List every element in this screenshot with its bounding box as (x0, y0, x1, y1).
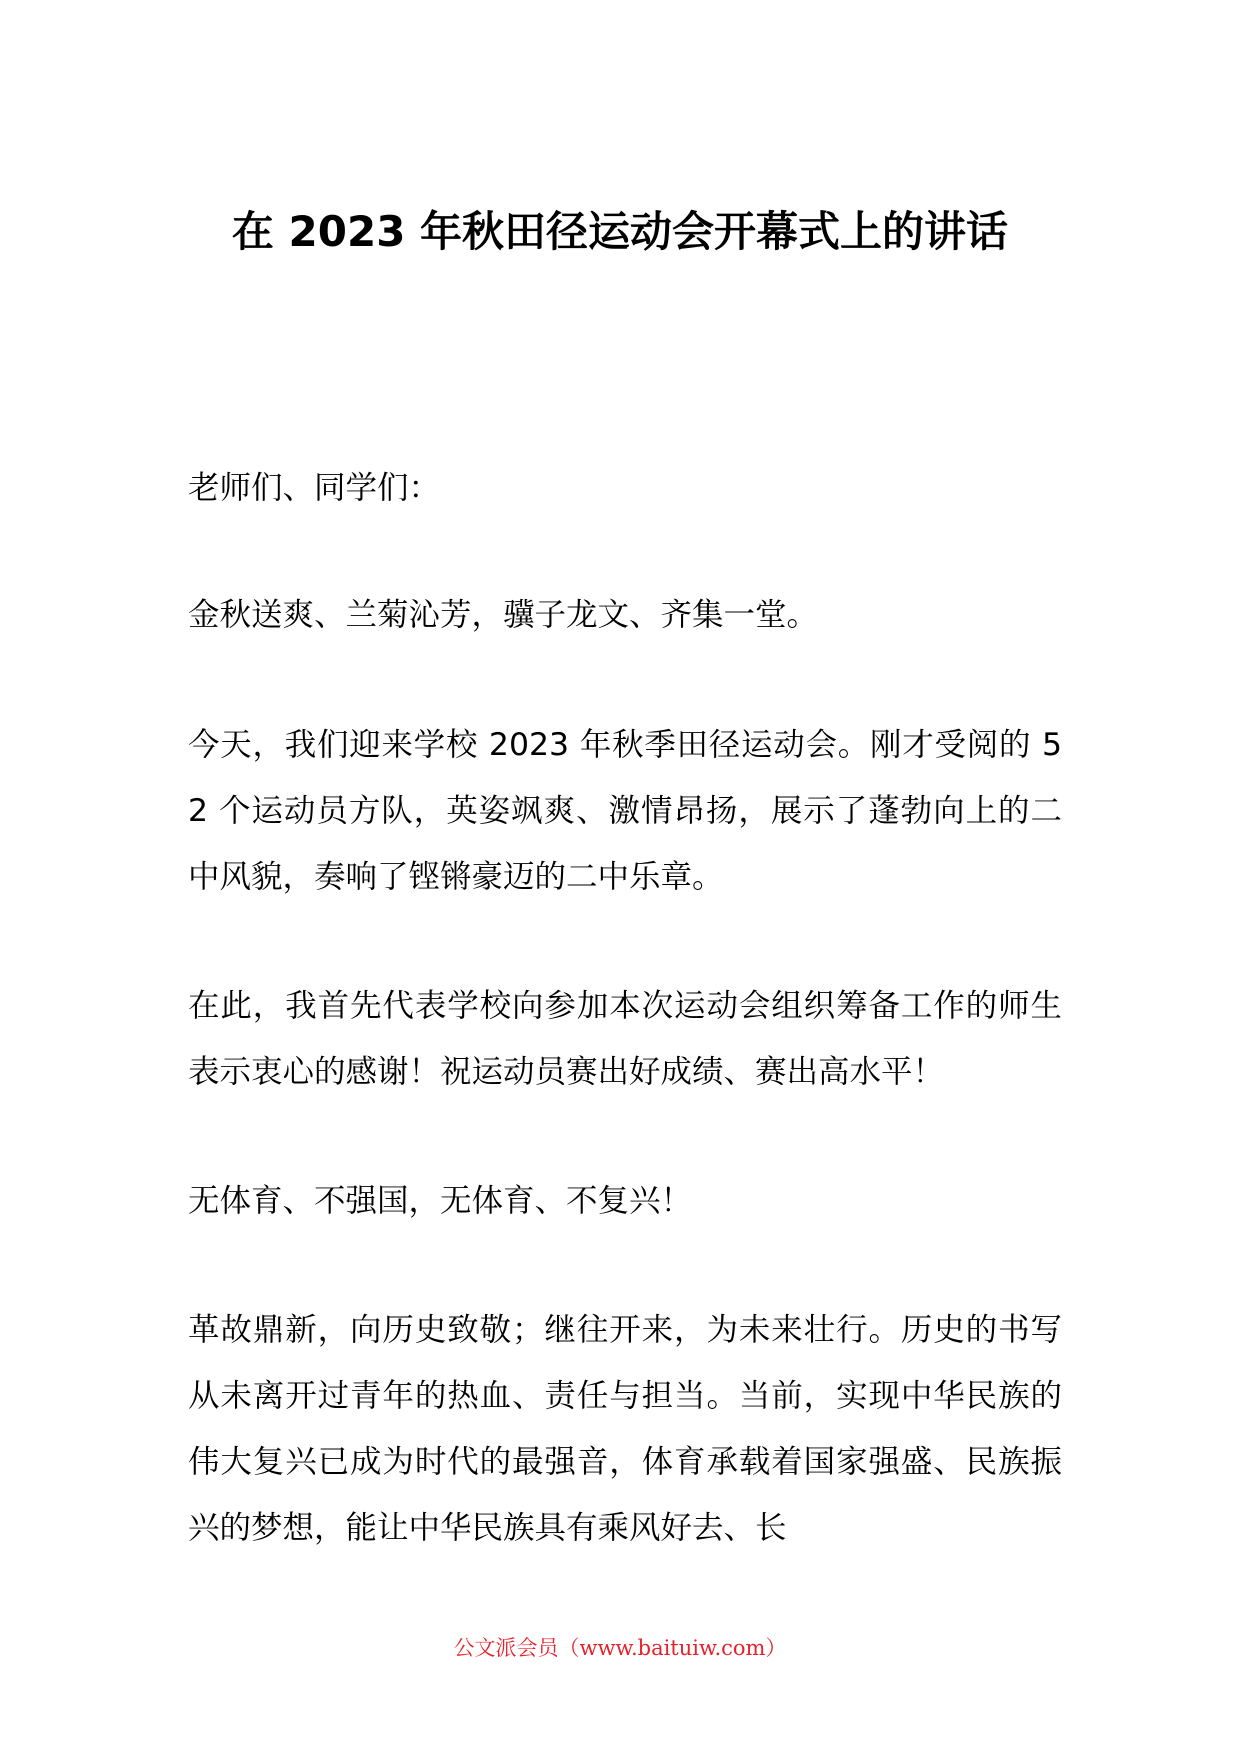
paragraph-5: 革故鼎新，向历史致敬；继往开来，为未来壮行。历史的书写从未离开过青年的热血、责任与担当。当前，实现中华民族的伟大复兴已成为时代的最强音，体育承载着国家强盛、民族振兴的梦想，能让中华民族具有乘风好去、长 (188, 1312, 1062, 1546)
greeting: 老师们、同学们： (188, 470, 441, 506)
footer-watermark: 公文派会员（www.baituiw.com） (453, 1636, 787, 1660)
paragraph-2: 今天，我们迎来学校 2023 年秋季田径运动会。刚才受阅的 52 个运动员方队，英姿飒爽、激情昂扬，展示了蓬勃向上的二中风貌，奏响了铿锵豪迈的二中乐章。 (188, 727, 1062, 895)
paragraph-4: 无体育、不强国，无体育、不复兴！ (188, 1183, 693, 1219)
paragraph-1: 金秋送爽、兰菊沁芳，骥子龙文、齐集一堂。 (188, 597, 819, 633)
paragraph-3: 在此，我首先代表学校向参加本次运动会组织筹备工作的师生表示衷心的感谢！祝运动员赛出好成绩、赛出高水平！ (188, 988, 1062, 1090)
document-title: 在 2023 年秋田径运动会开幕式上的讲话 (231, 207, 1009, 256)
